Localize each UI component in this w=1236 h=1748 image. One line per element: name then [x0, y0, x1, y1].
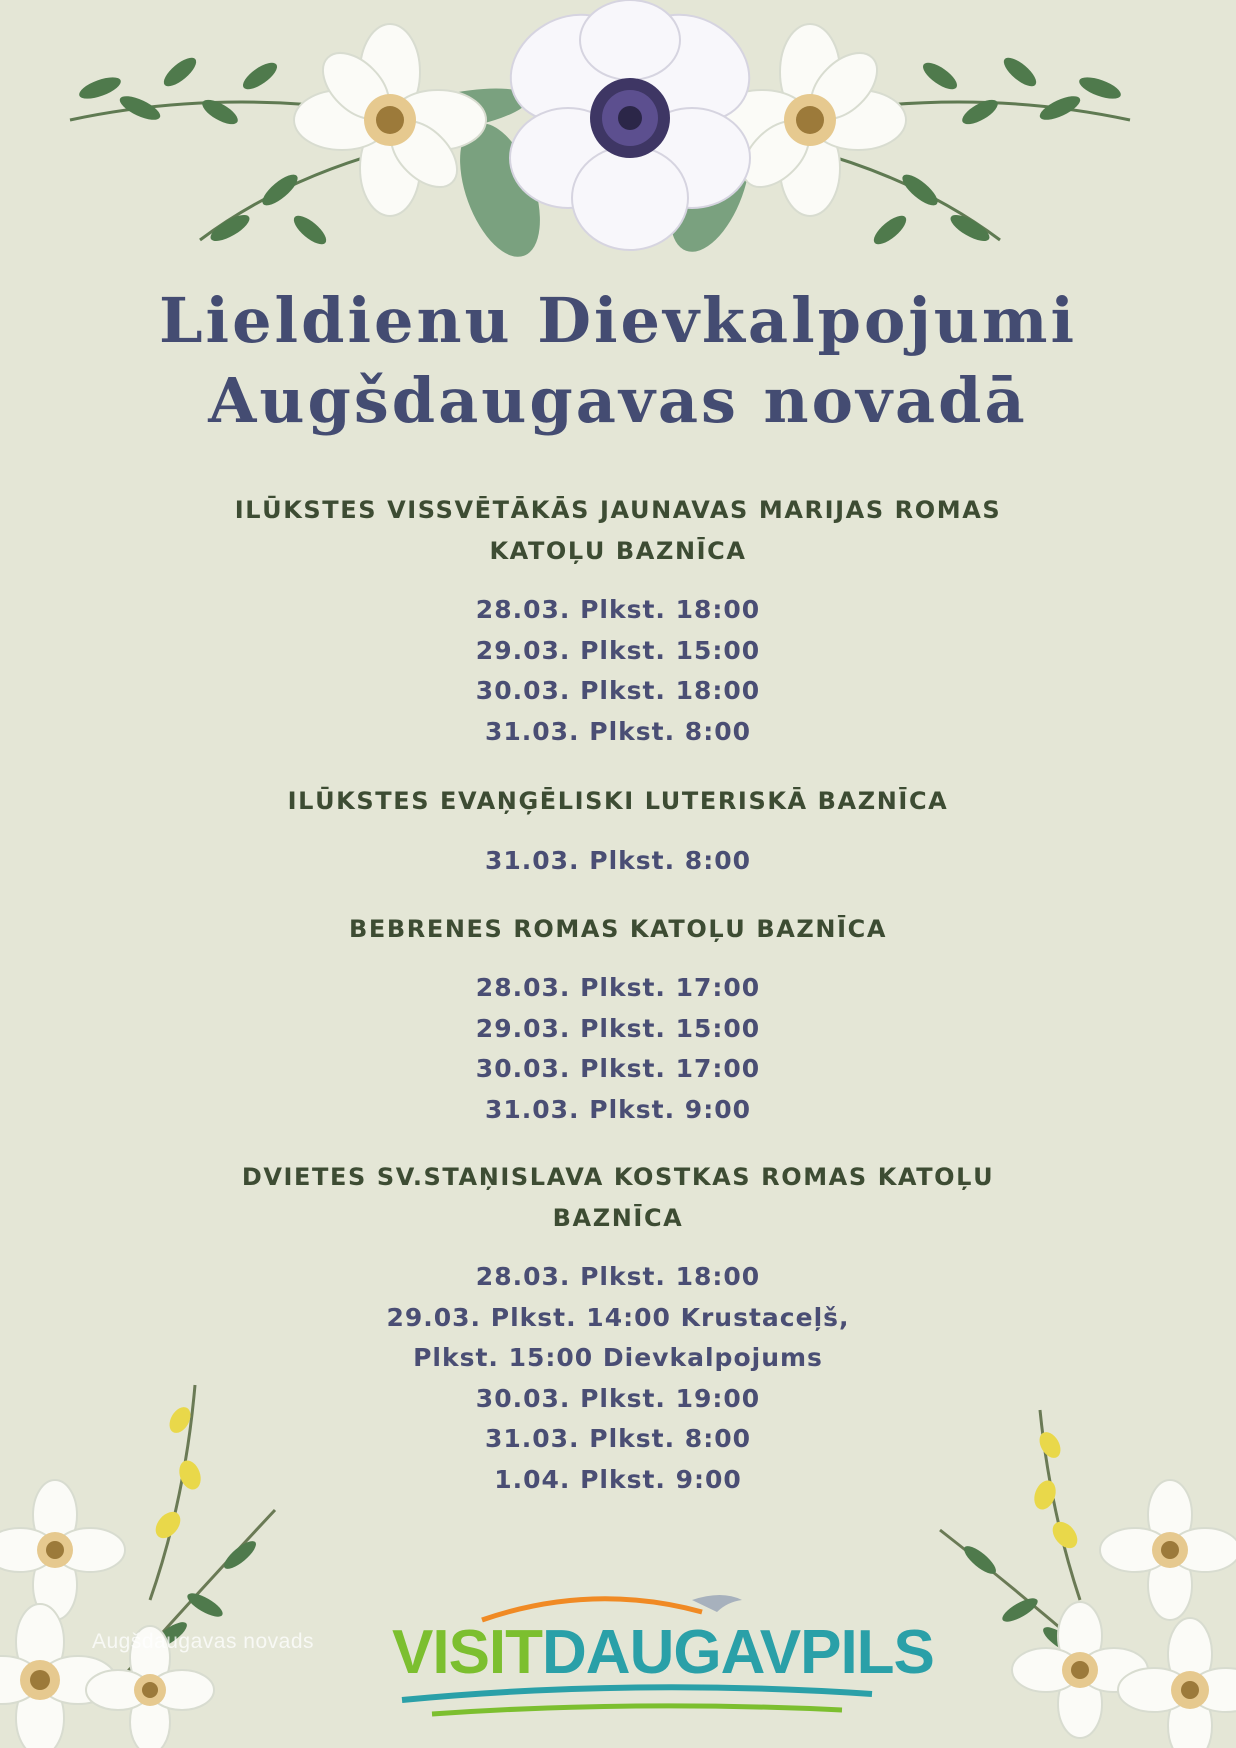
church-heading-line: KATOĻU BAZNĪCA — [489, 537, 747, 565]
church-heading-line: DVIETES SV.STAŅISLAVA KOSTKAS ROMAS KATOĻU — [241, 1163, 995, 1191]
service-time: 31.03. Plkst. 8:00 — [484, 716, 751, 746]
church-heading — [200, 1157, 1036, 1239]
watermark-text: Augšdaugavas novads — [92, 1630, 314, 1653]
service-time: 30.03. Plkst. 18:00 — [475, 676, 761, 705]
service-time: 28.03. Plkst. 18:00 — [475, 595, 761, 624]
service-time: 28.03. Plkst. 18:00 — [475, 1262, 761, 1291]
page-title — [0, 281, 1236, 441]
church-heading — [200, 909, 1036, 950]
service-times — [200, 841, 1036, 882]
church-heading-line: ILŪKSTES VISSVĒTĀKĀS JAUNAVAS MARIJAS ROMAS — [234, 496, 1002, 524]
church-heading-line: ILŪKSTES EVAŅĢĒLISKI LUTERISKĀ BAZNĪCA — [287, 787, 949, 815]
service-time: 31.03. Plkst. 8:00 — [484, 846, 751, 875]
top-floral-decoration — [60, 0, 1140, 280]
service-time: 30.03. Plkst. 19:00 — [475, 1383, 761, 1413]
service-times — [200, 590, 1036, 752]
church-heading-line: BAZNĪCA — [552, 1204, 684, 1232]
service-time: 30.03. Plkst. 17:00 — [475, 1054, 761, 1083]
title-line-1: Lieldienu Dievkalpojumi — [158, 284, 1078, 357]
service-time: 29.03. Plkst. 14:00 Krustaceļš, — [386, 1302, 850, 1332]
service-times — [200, 968, 1036, 1130]
logo-wordmark — [392, 1618, 934, 1688]
service-time: 28.03. Plkst. 17:00 — [475, 973, 761, 1002]
logo-visit: VISIT — [392, 1618, 543, 1687]
church-heading — [200, 490, 1036, 572]
church-heading-line: BEBRENES ROMAS KATOĻU BAZNĪCA — [348, 915, 888, 943]
bottom-right-floral-decoration — [930, 1400, 1236, 1748]
bottom-left-floral-decoration — [0, 1380, 300, 1748]
service-time: 31.03. Plkst. 9:00 — [484, 1094, 751, 1124]
logo-daugavpils: DAUGAVPILS — [542, 1618, 934, 1687]
service-times — [200, 1257, 1036, 1500]
service-time: 29.03. Plkst. 15:00 — [475, 1013, 761, 1043]
service-time: Plkst. 15:00 Dievkalpojums — [413, 1343, 823, 1372]
visitdaugavpils-logo — [392, 1582, 934, 1734]
church-heading — [200, 781, 1036, 822]
service-time: 1.04. Plkst. 9:00 — [494, 1464, 742, 1494]
title-line-2: Augšdaugavas novadā — [208, 364, 1028, 437]
service-time: 29.03. Plkst. 15:00 — [475, 635, 761, 665]
service-time: 31.03. Plkst. 8:00 — [484, 1424, 751, 1453]
